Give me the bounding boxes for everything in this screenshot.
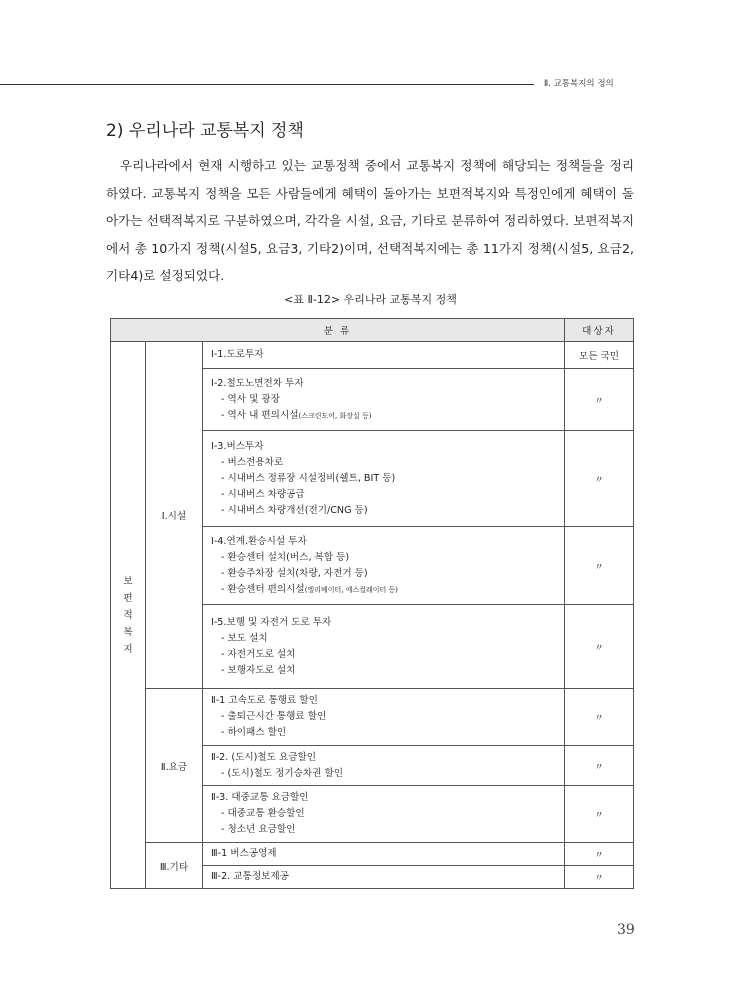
table-row [111, 689, 634, 746]
row-target: 〃 [565, 746, 634, 786]
table-row [111, 843, 634, 866]
row-item: Ⅰ-1.도로투자 [203, 342, 565, 369]
row-item: Ⅰ-5.보행 및 자전거 도로 투자 - 보도 설치 - 자전거도로 설치 - 보행자도로 설치 [203, 605, 565, 689]
table-header-row [111, 319, 634, 342]
category-facility: Ⅰ.시설 [146, 342, 203, 689]
category-other: Ⅲ.기타 [146, 843, 203, 889]
row-item: Ⅰ-2.철도노면전차 투자 - 역사 및 광장 - 역사 내 편의시설(스크린도어, 화장실 등) [203, 369, 565, 431]
row-item: Ⅱ-2. (도시)철도 요금할인 - (도시)철도 정기승차권 할인 [203, 746, 565, 786]
page-number: 39 [617, 922, 635, 938]
group-label: 보편적복지 [111, 342, 146, 889]
header-rule [0, 84, 534, 85]
row-target: 모든 국민 [565, 342, 634, 369]
row-item: Ⅲ-1 버스공영제 [203, 843, 565, 866]
policy-table [110, 318, 634, 889]
row-item: Ⅱ-1 고속도로 통행료 할인 - 출퇴근시간 통행료 할인 - 하이패스 할인 [203, 689, 565, 746]
row-target: 〃 [565, 527, 634, 605]
table-caption: <표 Ⅱ-12> 우리나라 교통복지 정책 [284, 293, 457, 306]
row-item: Ⅰ-4.연계.환승시설 투자 - 환승센터 설치(버스, 복합 등) - 환승주차장 설치(차량, 자전거 등) - 환승센터 편의시설(엘리베이터, 에스컬레이터 등) [203, 527, 565, 605]
row-target: 〃 [565, 369, 634, 431]
row-target: 〃 [565, 689, 634, 746]
header-target: 대상자 [565, 319, 634, 342]
row-target: 〃 [565, 843, 634, 866]
row-target: 〃 [565, 786, 634, 843]
header-category: 분 류 [111, 319, 565, 342]
row-target: 〃 [565, 866, 634, 889]
table-row [111, 342, 634, 369]
row-item: Ⅰ-3.버스투자 - 버스전용차로 - 시내버스 정류장 시설정비(쉘트, BIT 등) - 시내버스 차량공급 - 시내버스 차량개선(전기/CNG 등) [203, 431, 565, 527]
row-target: 〃 [565, 605, 634, 689]
body-paragraph: 우리나라에서 현재 시행하고 있는 교통정책 중에서 교통복지 정책에 해당되는 정책들을 정리하였다. 교통복지 정책을 모든 사람들에게 혜택이 돌아가는 보편적복지와 특정인에게 혜택이 돌아가는 선택적복지로 구분하였으며, 각각을 시설, 요금, 기타로 분류하여 정리하였다. 보편적복지에서 총 10가지 정책(시설5, 요금3, 기타2)이며, 선택적복지에는 총 11가지 정책(시설5, 요금2, 기타4)로 설정되었다. [106, 158, 634, 284]
category-fare: Ⅱ.요금 [146, 689, 203, 843]
section-title: 2) 우리나라 교통복지 정책 [106, 121, 304, 141]
row-target: 〃 [565, 431, 634, 527]
row-item: Ⅲ-2. 교통정보제공 [203, 866, 565, 889]
running-header: Ⅱ. 교통복지의 정의 [544, 79, 614, 89]
row-item: Ⅱ-3. 대중교통 요금할인 - 대중교통 환승할인 - 청소년 요금할인 [203, 786, 565, 843]
